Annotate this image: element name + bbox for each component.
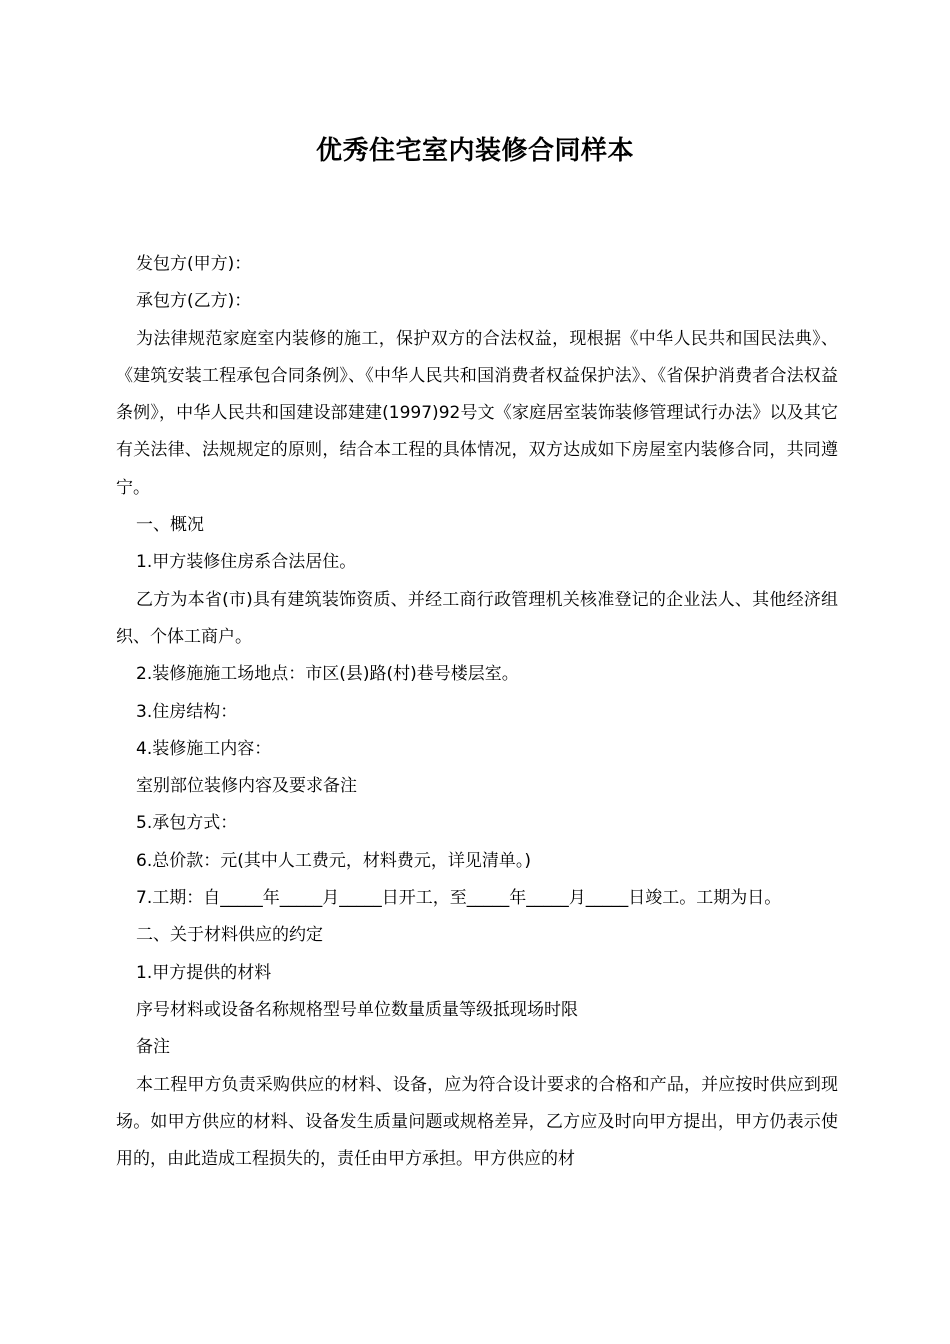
paragraph-item-1: 1.甲方装修住房系合法居住。 — [136, 552, 357, 573]
paragraph-materials-table-header: 序号材料或设备名称规格型号单位数量质量等级抵现场时限 — [136, 999, 578, 1020]
paragraph-item-6: 6.总价款：元(其中人工费元，材料费元，详见清单。) — [136, 850, 531, 871]
document-title: 优秀住宅室内装修合同样本 — [315, 136, 634, 166]
section-heading-materials: 二、关于材料供应的约定 — [136, 925, 323, 946]
paragraph-room-table-header: 室别部位装修内容及要求备注 — [136, 776, 357, 797]
paragraph-party-a: 发包方(甲方)： — [136, 254, 252, 274]
paragraph-item-4: 4.装修施工内容： — [136, 738, 272, 759]
paragraph-party-b: 承包方(乙方)： — [136, 291, 252, 312]
paragraph-preamble: 为法律规范家庭室内装修的施工，保护双方的合法权益，现根据《中华人民共和国民法典》、《建筑安装工程承包合同条例》、《中华人民共和国消费者权益保护法》、《省保护消费者合法权益条例》，中华人民共和国建设部建建(1997)92号文《家庭居室装饰装修管理试行办法》以及其它有关法律、法规规定的原则，结合本工程的具体情况，双方达成如下房屋室内装修合同，共同遵宁。 — [116, 328, 838, 498]
paragraph-remarks: 备注 — [136, 1037, 170, 1058]
paragraph-materials-item-1: 1.甲方提供的材料 — [136, 962, 272, 983]
section-heading-overview: 一、概况 — [136, 515, 204, 536]
document-body — [116, 246, 838, 1178]
paragraph-item-2: 2.装修施施工场地点：市区(县)路(村)巷号楼层室。 — [136, 664, 519, 685]
paragraph-item-3: 3.住房结构： — [136, 701, 238, 722]
paragraph-item-7: 7.工期：自_____年_____月_____日开工，至_____年_____月_____日竣工。工期为日。 — [136, 888, 782, 909]
paragraph-contractor-qualification: 乙方为本省(市)具有建筑装饰资质、并经工商行政管理机关核准登记的企业法人、其他经济组织、个体工商户。 — [116, 589, 838, 647]
paragraph-item-5: 5.承包方式： — [136, 813, 238, 834]
paragraph-materials-responsibility: 本工程甲方负责采购供应的材料、设备，应为符合设计要求的合格和产品，并应按时供应到现场。如甲方供应的材料、设备发生质量问题或规格差异，乙方应及时向甲方提出，甲方仍表示使用的，由此造成工程损失的，责任由甲方承担。甲方供应的材 — [116, 1074, 838, 1170]
